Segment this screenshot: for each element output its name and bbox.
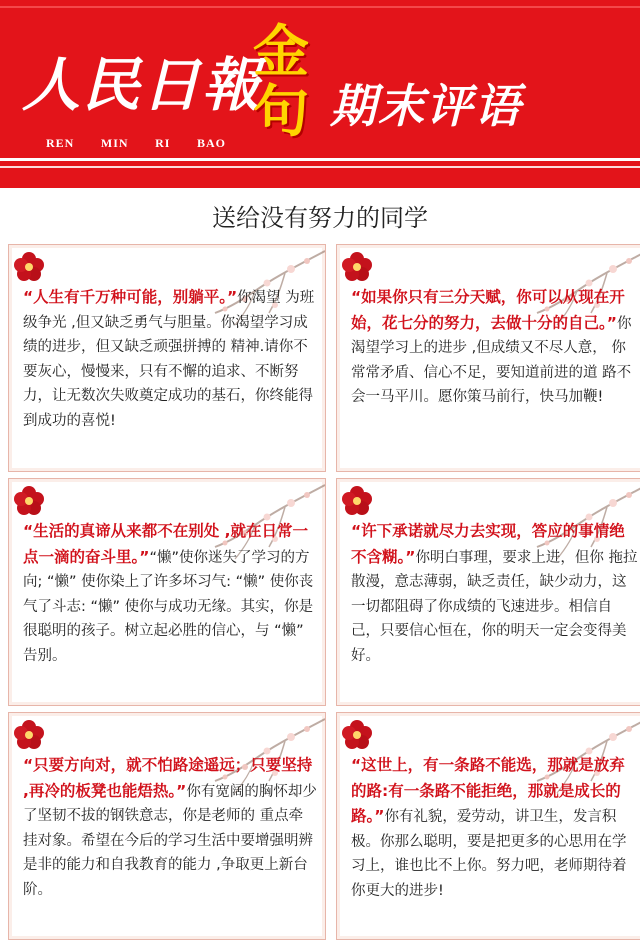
banner-divider-thin [0,166,640,168]
pinyin-ri: RI [155,136,171,150]
page-subtitle: 送给没有努力的同学 [212,204,428,232]
comment-card-5 [8,712,326,940]
plum-blossom-icon [12,482,46,516]
pinyin-bao: BAO [196,136,226,150]
card-text: “懒”使你迷失了学习的方向; “懒” 使你染上了许多坏习气: “懒” 使你丧气了斗志: “懒” 使你与成功无缘。其实，你是很聪明的孩子。树立起必胜的信心，与 “懒” 告别。 [23,549,314,664]
card-quote: “如果你只有三分天赋，你可以从现在开始，花七分的努力，去做十分的自己。” [351,288,625,332]
gold-char-1: 金 [253,19,309,85]
comment-card-1 [8,244,326,472]
gold-char-2: 句 [253,79,309,145]
card-body [23,753,317,902]
card-text: 你有宽阔的胸怀却少了坚韧不拔的钢铁意志，你是老师的 重点牵挂对象。希望在今后的学习生活中要增强明辨是非的能力和自我教育的能力 ,争取更上新台阶。 [23,783,317,898]
card-body [23,285,317,433]
banner-top-line [0,6,640,8]
card-body [351,519,639,668]
card-quote: “生活的真谛从来都不在别处 ,就在日常一点一滴的奋斗里。” [23,522,308,566]
logo-pinyin [46,136,226,151]
card-text: 你渴望 为班级争光 ,但又缺乏勇气与胆量。你渴望学习成绩的进步，但又缺乏顽强拼搏的 精神.请你不要灰心，慢慢来，只有不懈的追求、不断努力，让无数次失败奠定成功的基石，你终能得到成功的喜悦! [23,290,315,429]
comment-card-6 [336,712,640,940]
header-banner [0,0,640,188]
pinyin-ren: REN [46,136,75,150]
plum-blossom-icon [340,248,374,282]
newspaper-logo: 人民日報 [22,51,263,119]
card-body [351,285,639,410]
comment-card-4 [336,478,640,706]
banner-divider [0,158,640,161]
plum-blossom-icon [340,716,374,750]
plum-blossom-icon [12,716,46,750]
card-quote: “这世上，有一条路不能选，那就是放弃的路:有一条路不能拒绝，那就是成长的路。” [351,756,625,825]
comment-card-3 [8,478,326,706]
card-text: 你明白事理，要求上进，但你 拖拉散漫，意志薄弱，缺乏责任，缺少动力，这一切都阻碍了你成绩的飞速进步。相信自己，只要信心恒在，你的明天一定会变得美好。 [351,549,638,664]
card-quote: “许下承诺就尽力去实现，答应的事情绝不含糊。” [351,522,625,566]
card-body [23,519,317,668]
pinyin-min: MIN [100,136,129,150]
card-text: 你有礼貌，爱劳动，讲卫生，发言积极。你那么聪明，要是把更多的心思用在学习上，谁也比不上你。努力吧，老师期待着你更大的进步! [351,809,627,899]
card-text: 你渴望学习上的进步 ,但成绩又不尽人意， 你常常矛盾、信心不足，要知道前进的道 路不会一马平川。愿你策马前行，快马加鞭! [351,315,632,405]
card-quote: “只要方向对，就不怕路途遥远；只要坚持 ,再冷的板凳也能焐热。” [23,756,313,800]
page-headline: 期末评语 [330,79,522,133]
card-quote: “人生有千万种可能，别躺平。” [23,288,238,306]
card-body [351,753,639,903]
gold-sentence-badge [250,19,312,145]
plum-blossom-icon [12,248,46,282]
comment-card-2 [336,244,640,472]
plum-blossom-icon [340,482,374,516]
